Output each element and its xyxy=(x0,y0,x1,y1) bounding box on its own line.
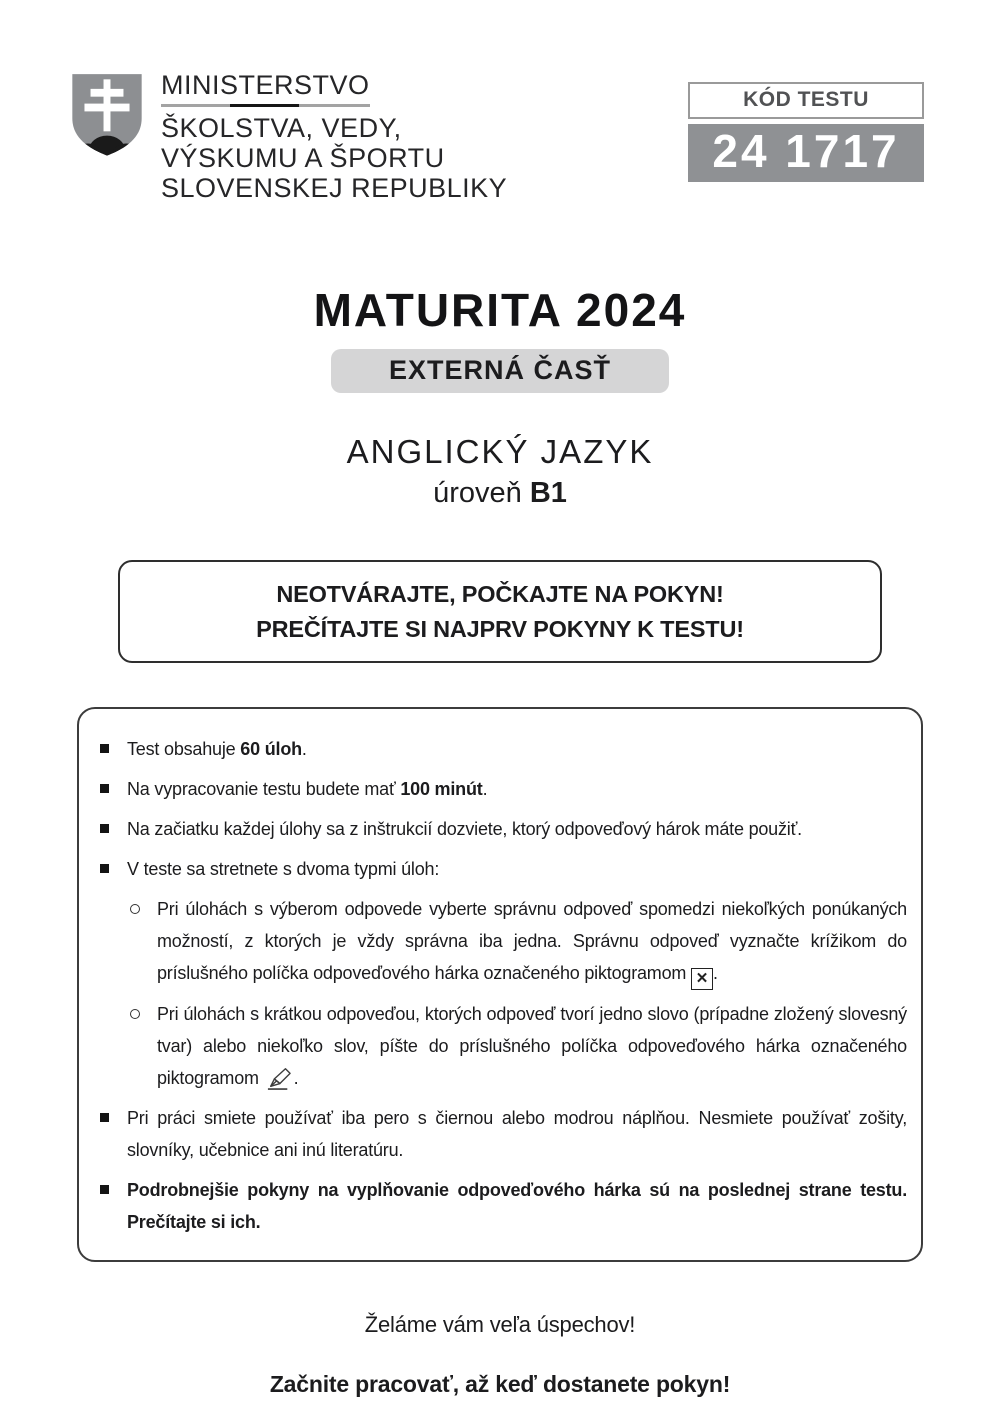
x-box-pictogram-icon: ✕ xyxy=(691,968,713,990)
warning-line-1: NEOTVÁRAJTE, POČKAJTE NA POKYN! xyxy=(276,581,724,607)
footer-start-instruction: Začnite pracovať, až keď dostanete pokyn! xyxy=(269,1371,731,1397)
square-bullet-icon xyxy=(97,733,127,765)
square-bullet-icon xyxy=(97,813,127,845)
instruction-subitem-1 xyxy=(127,893,907,990)
level-line xyxy=(0,479,1000,508)
instruction-text: Test obsahuje 60 úloh. xyxy=(127,739,307,759)
instruction-item-2 xyxy=(97,773,907,805)
external-part-badge-wrap xyxy=(0,349,1000,393)
ministry-line-3: VÝSKUMU A ŠPORTU xyxy=(161,143,445,173)
footer-wish: Želáme vám veľa úspechov! xyxy=(364,1312,636,1337)
square-bullet-icon xyxy=(97,1102,127,1166)
level-value: B1 xyxy=(529,477,567,509)
instruction-item-6 xyxy=(97,1174,907,1238)
external-part-badge: EXTERNÁ ČASŤ xyxy=(331,349,669,393)
instruction-text: Na začiatku každej úlohy sa z inštrukcií dozviete, ktorý odpoveďový hárok máte použiť. xyxy=(127,819,802,839)
warning-line-2: PREČÍTAJTE SI NAJPRV POKYNY K TESTU! xyxy=(256,616,744,642)
circle-bullet-icon xyxy=(127,893,157,990)
instruction-text: Na vypracovanie testu budete mať 100 minút. xyxy=(127,779,488,799)
instructions-box xyxy=(77,707,923,1262)
warning-box xyxy=(118,560,882,663)
ministry-underline xyxy=(161,104,370,107)
page-title: MATURITA 2024 xyxy=(313,284,687,336)
circle-bullet-icon xyxy=(127,998,157,1094)
ministry-line-1: MINISTERSTVO xyxy=(161,70,370,113)
ministry-line-2: ŠKOLSTVA, VEDY, xyxy=(161,113,402,143)
instruction-text: Pri práci smiete používať iba pero s čiernou alebo modrou náplňou. Nesmiete používať zošity, slovníky, učebnice ani inú literatúru. xyxy=(127,1108,907,1160)
test-code-value: 24 1717 xyxy=(688,124,924,182)
header xyxy=(0,0,1000,203)
instruction-item-4 xyxy=(97,853,907,885)
square-bullet-icon xyxy=(97,1174,127,1238)
instruction-item-3 xyxy=(97,813,907,845)
instruction-item-1 xyxy=(97,733,907,765)
test-code-block xyxy=(688,82,924,182)
slovak-coat-of-arms-icon xyxy=(68,70,146,158)
ministry-name xyxy=(161,70,507,203)
ministry-brand xyxy=(68,70,507,203)
instruction-text: Podrobnejšie pokyny na vyplňovanie odpoveďového hárka sú na poslednej strane testu. Prečítajte si ich. xyxy=(127,1180,907,1232)
instruction-item-5 xyxy=(97,1102,907,1166)
subject-title: ANGLICKÝ JAZYK xyxy=(346,433,654,470)
ministry-line-4: SLOVENSKEJ REPUBLIKY xyxy=(161,173,508,203)
instruction-text: Pri úlohách s krátkou odpoveďou, ktorých odpoveď tvorí jedno slovo (prípadne zložený slovesný tvar) alebo niekoľko slov, píšte do príslušného políčka odpoveďového hárka označeného piktogramom . xyxy=(157,1004,907,1088)
square-bullet-icon xyxy=(97,853,127,885)
pen-pictogram-icon xyxy=(264,1066,294,1090)
test-code-label: KÓD TESTU xyxy=(688,82,924,119)
instruction-text: Pri úlohách s výberom odpovede vyberte správnu odpoveď spomedzi niekoľkých ponúkaných možností, z ktorých je vždy správna iba jedna. Správnu odpoveď vyznačte krížikom do príslušného políčka odpoveďového hárka označeného piktogramom ✕ . xyxy=(157,893,907,990)
level-prefix: úroveň xyxy=(433,477,522,509)
square-bullet-icon xyxy=(97,773,127,805)
instruction-text: V teste sa stretnete s dvoma typmi úloh: xyxy=(127,859,440,879)
instruction-subitem-2 xyxy=(127,998,907,1094)
